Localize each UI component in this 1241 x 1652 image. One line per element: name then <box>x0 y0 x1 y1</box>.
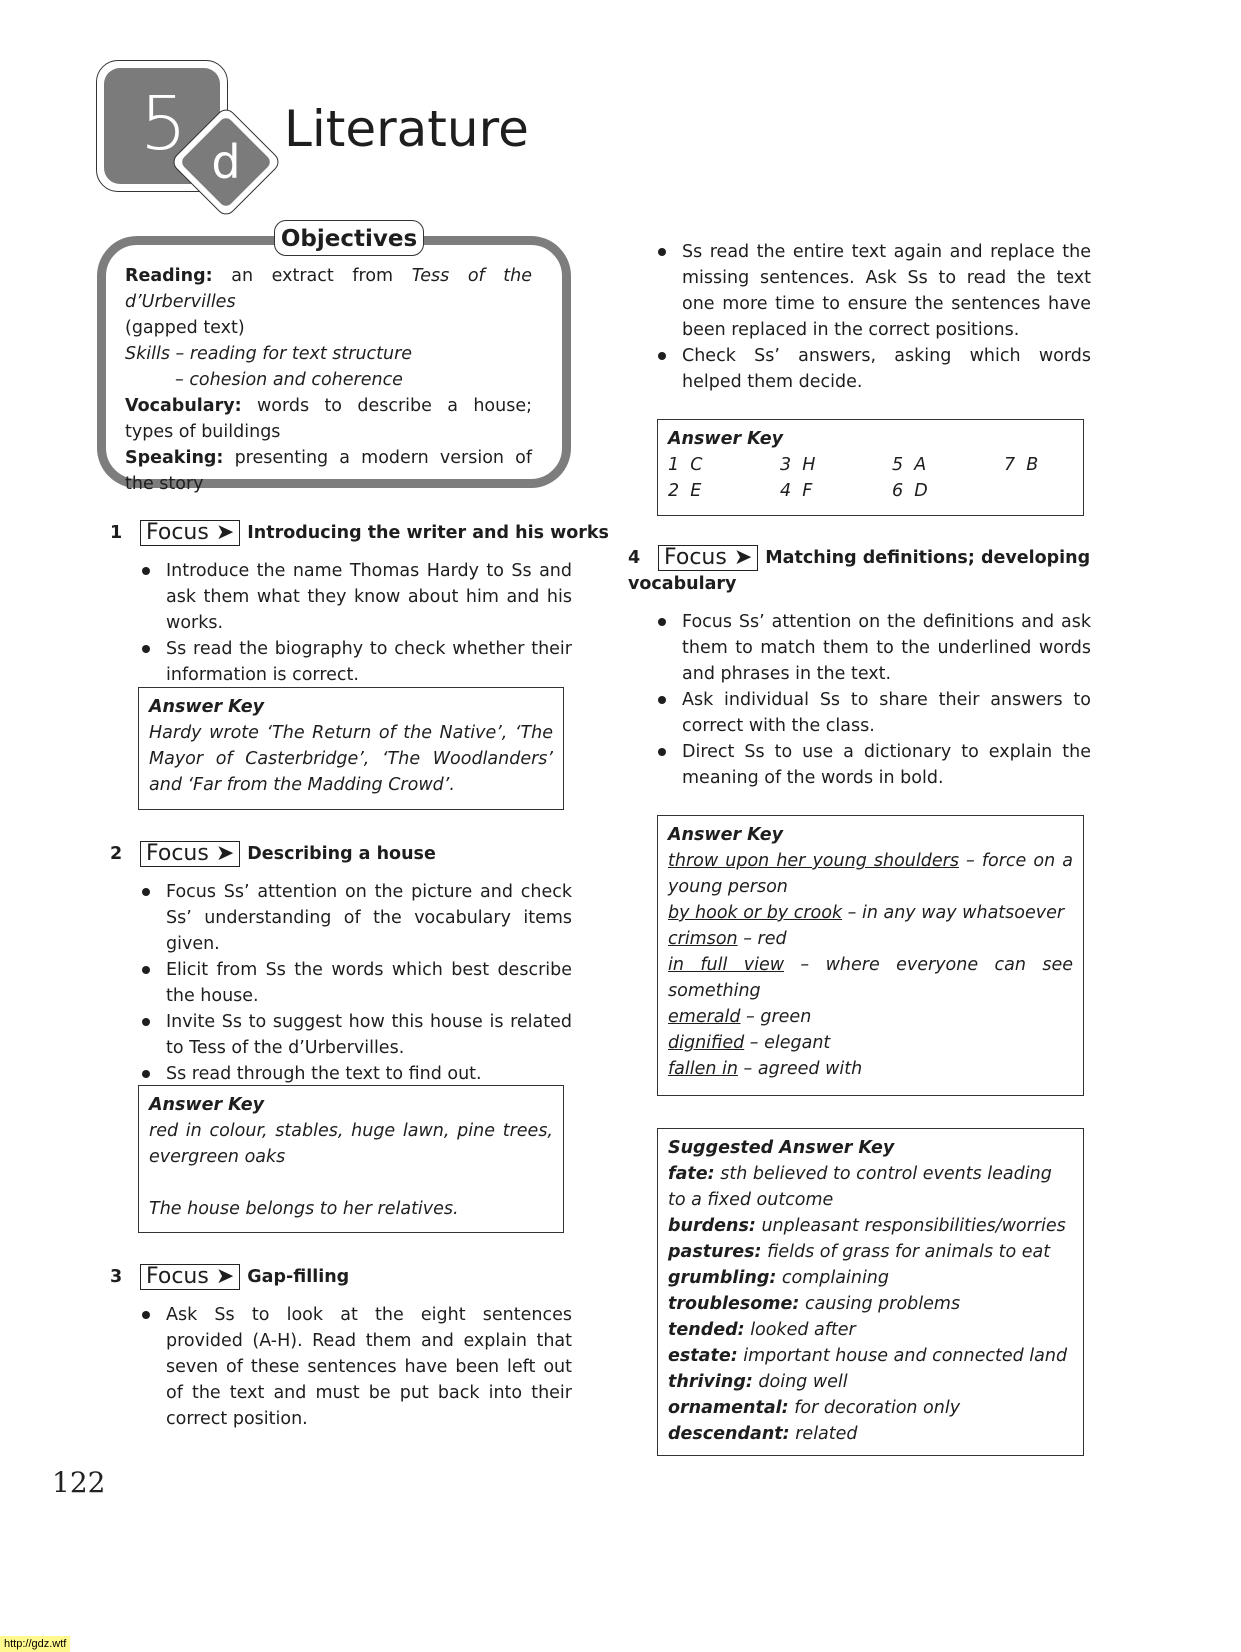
definition-item: ornamental: for decoration only <box>668 1398 961 1418</box>
section-4 <box>628 545 1091 791</box>
focus-label: Focus ➤ <box>140 520 240 546</box>
list-item: Introduce the name Thomas Hardy to Ss and ask them what they know about him and his works. <box>140 558 572 636</box>
page-title: Literature <box>284 100 529 158</box>
answer-key-3: Answer Key 1 C 3 H 5 A 7 B 2 E 4 F 6 D <box>657 419 1084 516</box>
list-item: Ask individual Ss to share their answers to correct with the class. <box>656 687 1091 739</box>
section-3 <box>110 1264 572 1432</box>
focus-label: Focus ➤ <box>140 841 240 867</box>
page-number: 122 <box>52 1466 106 1499</box>
definition-item: by hook or by crook – in any way whatsoever <box>668 903 1065 923</box>
focus-label: Focus ➤ <box>658 545 758 571</box>
list-item: Ss read the biography to check whether their information is correct. <box>140 636 572 688</box>
objective-reading-note: (gapped text) <box>125 318 245 338</box>
objective-skills-2: – cohesion and coherence <box>175 370 403 390</box>
list-item: Check Ss’ answers, asking which words helped them decide. <box>656 343 1091 395</box>
objectives-content <box>125 263 532 497</box>
unit-number: 5 <box>104 68 220 184</box>
section-2-bullets <box>140 879 572 1087</box>
definition-item: estate: important house and connected land <box>668 1346 1068 1366</box>
list-item: Focus Ss’ attention on the definitions and ask them to match them to the underlined words and phrases in the text. <box>656 609 1091 687</box>
definition-item: descendant: related <box>668 1424 858 1444</box>
definition-item: crimson – red <box>668 929 787 949</box>
list-item: Ss read through the text to find out. <box>140 1061 572 1087</box>
definition-item: throw upon her young shoulders – force on a young person <box>668 851 1073 897</box>
watermark-link[interactable]: http://gdz.wtf <box>0 1636 70 1652</box>
focus-label: Focus ➤ <box>140 1264 240 1290</box>
objective-skills-1: Skills – reading for text structure <box>125 344 413 364</box>
objective-vocabulary: Vocabulary: words to describe a house; types of buildings <box>125 396 532 442</box>
definition-item: fate: sth believed to control events leading to a fixed outcome <box>668 1164 1052 1210</box>
objectives-title: Objectives <box>274 220 424 256</box>
section-4-bullets <box>656 609 1091 791</box>
definition-item: pastures: fields of grass for animals to eat <box>668 1242 1051 1262</box>
answer-grid: 1 C 3 H 5 A 7 B 2 E 4 F 6 D <box>668 455 1039 501</box>
list-item: Direct Ss to use a dictionary to explain the meaning of the words in bold. <box>656 739 1091 791</box>
section-2 <box>110 841 572 1087</box>
definition-item: emerald – green <box>668 1007 812 1027</box>
suggested-answer-key: Suggested Answer Key fate: sth believed to control events leading to a fixed outcome burdens: unpleasant responsibilities/worries pastures: fields of grass for animals to eat grumbling: complaining troublesome: causing problems tended: looked after estate: important house and connected land thriving: doing well ornamental: for decoration only descendant: related <box>657 1128 1084 1456</box>
list-item: Ss read the entire text again and replace the missing sentences. Ask Ss to read the text one more time to ensure the sentences have been replaced in the correct positions. <box>656 239 1091 343</box>
lesson-letter: d <box>211 135 241 189</box>
section-3-bullets-continued <box>656 239 1091 395</box>
definition-item: in full view – where everyone can see something <box>668 955 1073 1001</box>
definition-item: tended: looked after <box>668 1320 856 1340</box>
section-1-heading: 1 Focus ➤ Introducing the writer and his works <box>110 520 609 545</box>
section-4-heading: 4 Focus ➤ Matching definitions; developing vocabulary <box>628 545 1091 594</box>
objective-reading: Reading: an extract from Tess of the d’Urbervilles <box>125 266 532 312</box>
answer-key-1: Answer Key Hardy wrote ‘The Return of the Native’, ‘The Mayor of Casterbridge’, ‘The Woodlanders’ and ‘Far from the Madding Crowd’. <box>138 687 564 810</box>
definition-item: grumbling: complaining <box>668 1268 890 1288</box>
definition-item: thriving: doing well <box>668 1372 848 1392</box>
definition-item: burdens: unpleasant responsibilities/worries <box>668 1216 1066 1236</box>
section-3-heading: 3 Focus ➤ Gap-filling <box>110 1264 350 1289</box>
objective-speaking: Speaking: presenting a modern version of the story <box>125 448 532 494</box>
section-3-bullets <box>140 1302 572 1432</box>
section-1 <box>110 520 609 688</box>
answer-key-2: Answer Key red in colour, stables, huge lawn, pine trees, evergreen oaks The house belongs to her relatives. <box>138 1085 564 1233</box>
definition-item: fallen in – agreed with <box>668 1059 863 1079</box>
definition-item: dignified – elegant <box>668 1033 831 1053</box>
section-2-heading: 2 Focus ➤ Describing a house <box>110 841 436 866</box>
list-item: Invite Ss to suggest how this house is related to Tess of the d’Urbervilles. <box>140 1009 572 1061</box>
list-item: Focus Ss’ attention on the picture and check Ss’ understanding of the vocabulary items given. <box>140 879 572 957</box>
section-1-bullets <box>140 558 572 688</box>
list-item: Ask Ss to look at the eight sentences provided (A-H). Read them and explain that seven of these sentences have been left out of the text and must be put back into their correct position. <box>140 1302 572 1432</box>
definition-item: troublesome: causing problems <box>668 1294 961 1314</box>
list-item: Elicit from Ss the words which best describe the house. <box>140 957 572 1009</box>
answer-key-4: Answer Key throw upon her young shoulders – force on a young person by hook or by crook – in any way whatsoever crimson – red in full view – where everyone can see something emerald – green dignified – elegant fallen in – agreed with <box>657 815 1084 1096</box>
